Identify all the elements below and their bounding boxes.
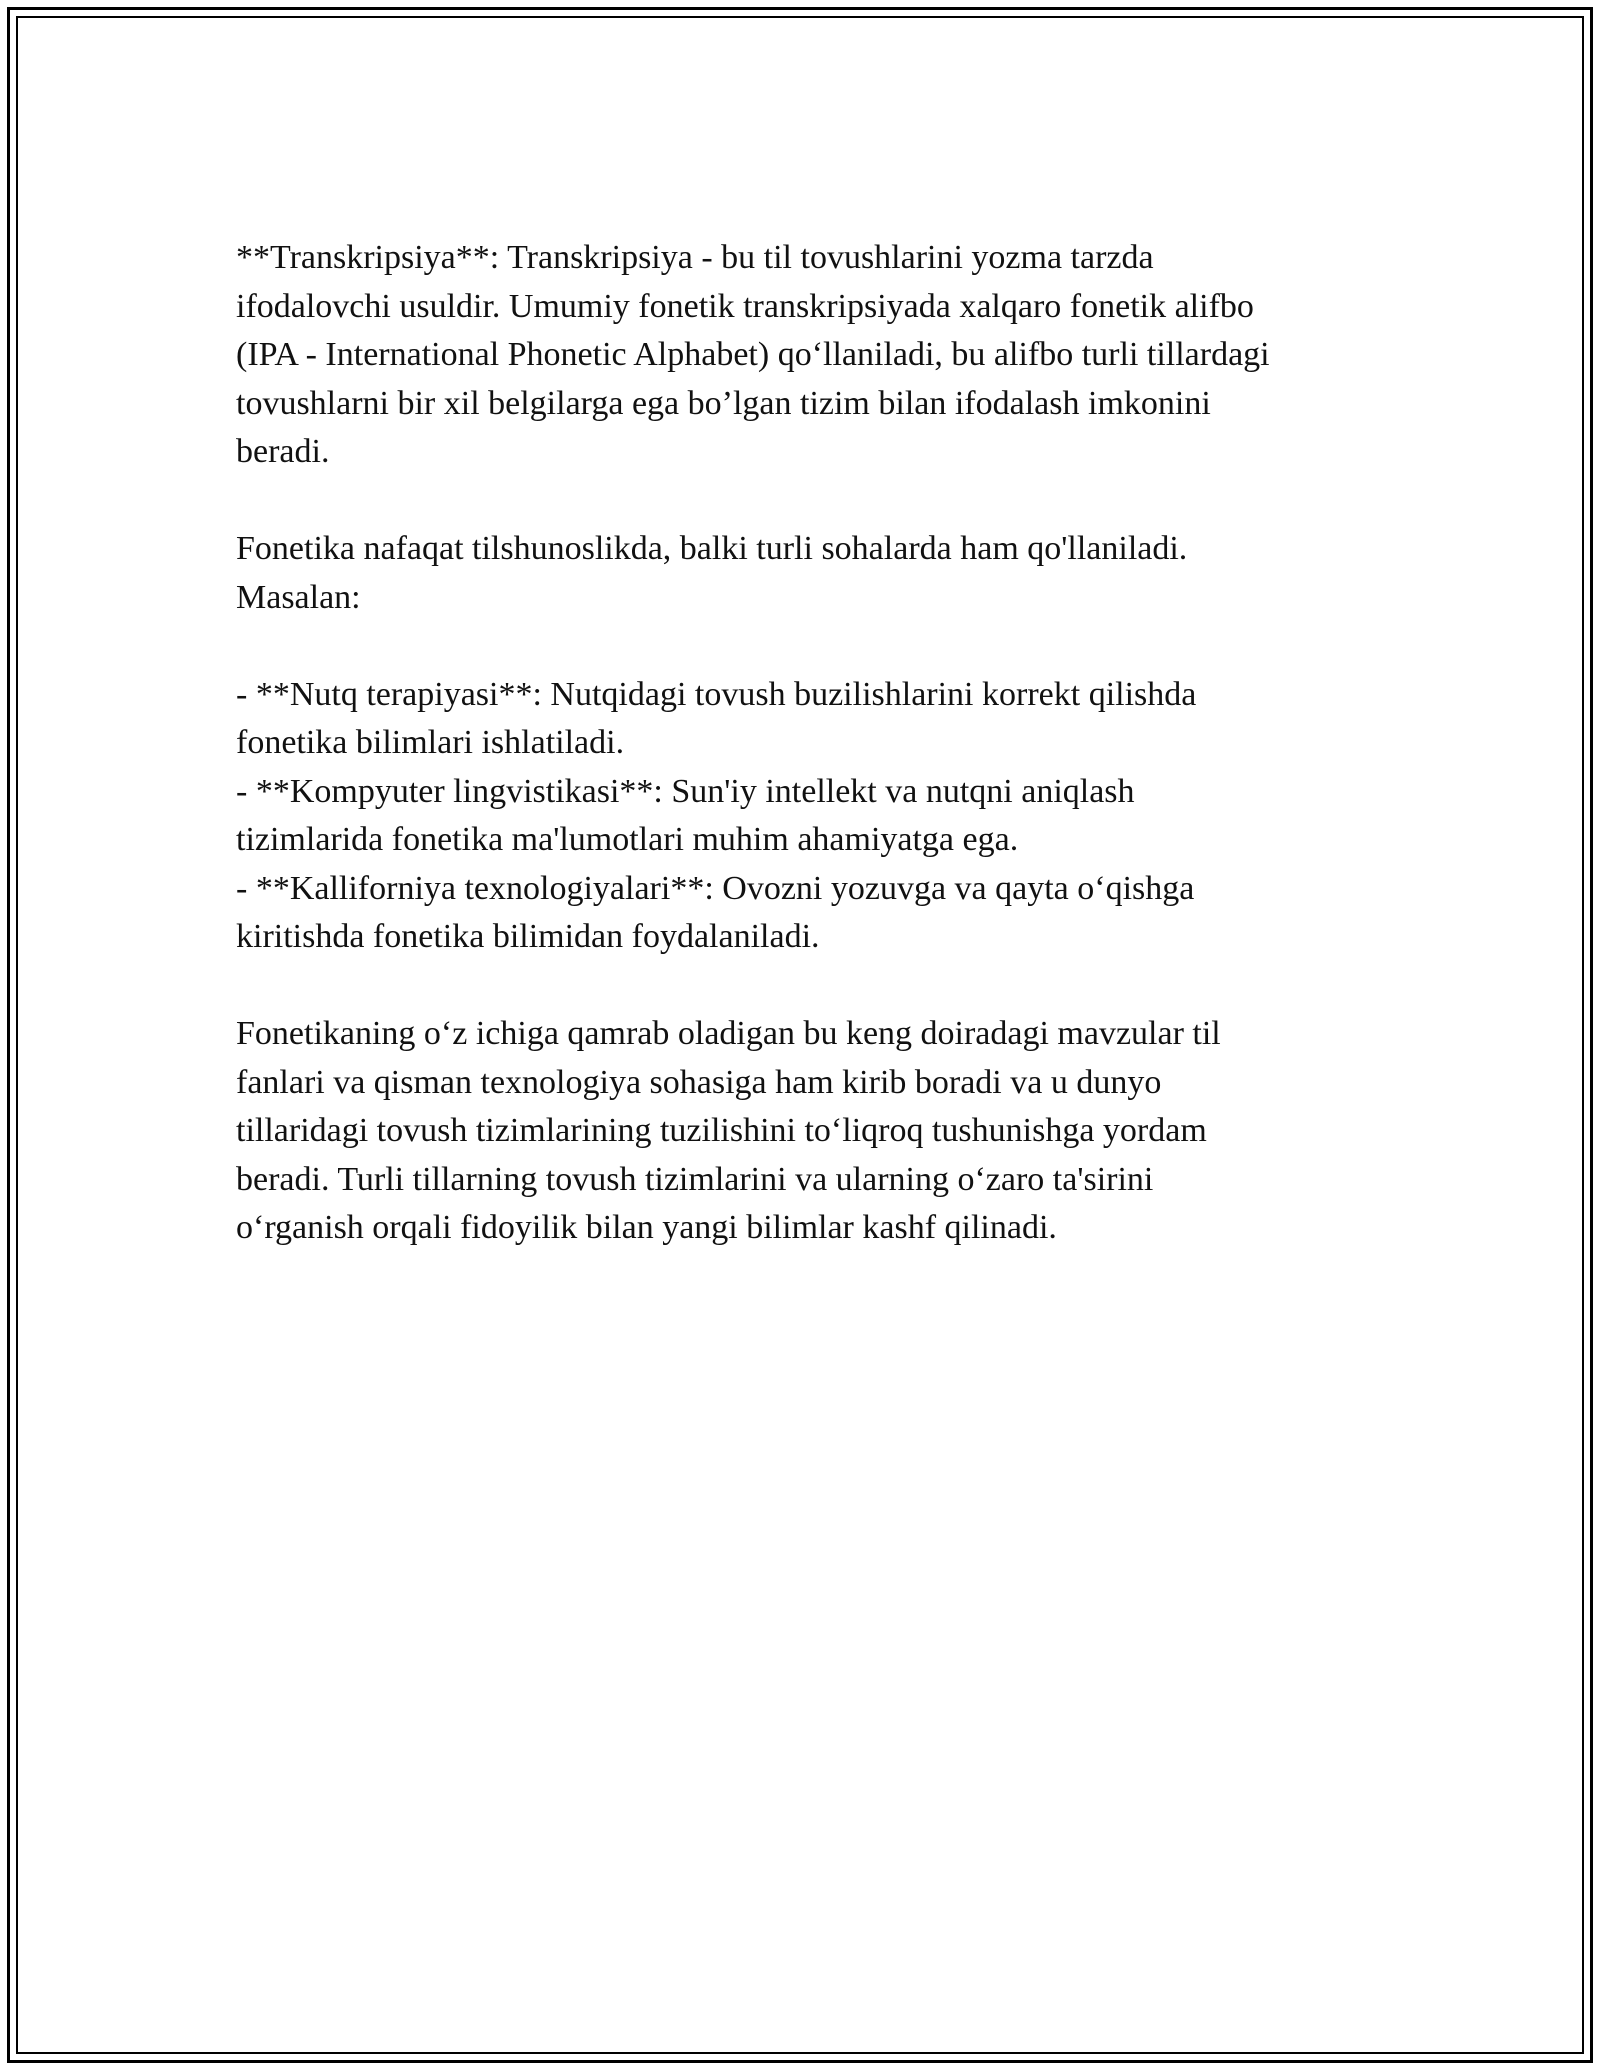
list-item-line: - **Nutq terapiyasi**: Nutqidagi tovush buzilishlarini korrekt qilishda <box>236 675 1197 713</box>
paragraph-conclusion <box>236 1010 1386 1253</box>
text-line: Fonetika nafaqat tilshunoslikda, balki turli sohalarda ham qo'llaniladi. <box>236 530 1188 567</box>
text-line: beradi. <box>236 433 330 470</box>
paragraph-fonetika-usage <box>236 525 1386 622</box>
paragraph-examples-list <box>236 671 1386 962</box>
text-line: ifodalovchi usuldir. Umumiy fonetik transkripsiyada xalqaro fonetik alifbo <box>236 287 1254 325</box>
paragraph-transkripsiya <box>236 234 1386 477</box>
text-line: fanlari va qisman texnologiya sohasiga ham kirib boradi va u dunyo <box>236 1063 1162 1101</box>
text-line: beradi. Turli tillarning tovush tizimlarini va ularning o‘zaro ta'sirini <box>236 1160 1154 1198</box>
text-line: Fonetikaning o‘z ichiga qamrab oladigan bu keng doiradagi mavzular til <box>236 1015 1221 1052</box>
text-line: **Transkripsiya**: Transkripsiya - bu til tovushlarini yozma tarzda <box>236 239 1154 276</box>
text-line: tovushlarni bir xil belgilarga ega bo’lgan tizim bilan ifodalash imkonini <box>236 384 1211 422</box>
list-item-line: tizimlarida fonetika ma'lumotlari muhim ahamiyatga ega. <box>236 821 1019 858</box>
list-item-line: - **Kalliforniya texnologiyalari**: Ovozni yozuvga va qayta o‘qishga <box>236 869 1195 907</box>
document-body <box>236 234 1386 1301</box>
list-item-line: - **Kompyuter lingvistikasi**: Sun'iy intellekt va nutqni aniqlash <box>236 772 1135 810</box>
text-line: Masalan: <box>236 578 361 616</box>
text-line: o‘rganish orqali fidoyilik bilan yangi bilimlar kashf qilinadi. <box>236 1209 1057 1246</box>
list-item-line: kiritishda fonetika bilimidan foydalaniladi. <box>236 918 820 955</box>
text-line: tillaridagi tovush tizimlarining tuzilishini to‘liqroq tushunishga yordam <box>236 1112 1207 1149</box>
text-line: (IPA - International Phonetic Alphabet) qo‘llaniladi, bu alifbo turli tillardagi <box>236 336 1270 373</box>
list-item-line: fonetika bilimlari ishlatiladi. <box>236 724 625 761</box>
